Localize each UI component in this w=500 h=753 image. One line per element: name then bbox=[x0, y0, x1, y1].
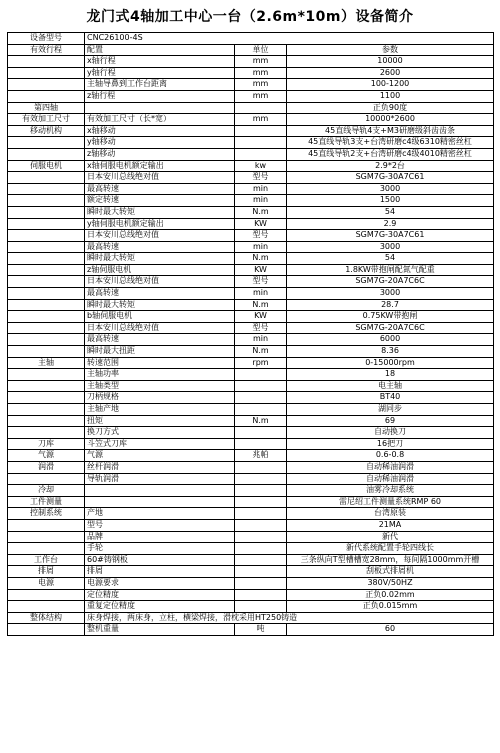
row-item-cell: x轴行程 bbox=[85, 56, 235, 68]
table-row bbox=[8, 206, 494, 218]
row-unit-cell bbox=[235, 577, 287, 589]
row-item-cell: 品牌 bbox=[85, 531, 235, 543]
row-category-cell bbox=[8, 218, 85, 230]
table-row bbox=[8, 276, 494, 288]
row-item-cell: 主轴导鼻到工作台距离 bbox=[85, 79, 235, 91]
row-category-cell: 气源 bbox=[8, 450, 85, 462]
row-value-cell: 1500 bbox=[287, 195, 494, 207]
row-item-cell: 日本安川总线绝对值 bbox=[85, 172, 235, 184]
row-unit-cell: mm bbox=[235, 79, 287, 91]
row-item-cell: 整机重量 bbox=[85, 624, 235, 636]
row-category-cell bbox=[8, 79, 85, 91]
row-category-cell: 有效加工尺寸 bbox=[8, 114, 85, 126]
row-item-cell: 瞬时最大转矩 bbox=[85, 299, 235, 311]
table-row bbox=[8, 125, 494, 137]
table-row bbox=[8, 253, 494, 265]
row-unit-cell: 兆帕 bbox=[235, 450, 287, 462]
row-unit-cell bbox=[235, 496, 287, 508]
row-item-cell: 定位精度 bbox=[85, 589, 235, 601]
row-unit-cell: 单位 bbox=[235, 44, 287, 56]
row-item-cell: 最高转速 bbox=[85, 241, 235, 253]
table-row bbox=[8, 148, 494, 160]
row-unit-cell: N.m bbox=[235, 346, 287, 358]
row-value-cell: SGM7G-30A7C61 bbox=[287, 230, 494, 242]
row-item-cell: 日本安川总线绝对值 bbox=[85, 322, 235, 334]
table-row bbox=[8, 496, 494, 508]
row-category-cell bbox=[8, 369, 85, 381]
row-value-cell: 16把刀 bbox=[287, 438, 494, 450]
row-category-cell bbox=[8, 531, 85, 543]
row-unit-cell: mm bbox=[235, 90, 287, 102]
row-unit-cell bbox=[235, 427, 287, 439]
table-row bbox=[8, 566, 494, 578]
row-value-cell: 自动稀油润滑 bbox=[287, 461, 494, 473]
table-row bbox=[8, 392, 494, 404]
row-category-cell bbox=[8, 195, 85, 207]
row-unit-cell bbox=[235, 485, 287, 497]
row-value-cell: 自动稀油润滑 bbox=[287, 473, 494, 485]
row-category-cell bbox=[8, 230, 85, 242]
row-value-cell: 雷尼绍工件测量系统RMP 60 bbox=[287, 496, 494, 508]
table-row bbox=[8, 438, 494, 450]
row-value-cell: 2.9*2台 bbox=[287, 160, 494, 172]
row-value-cell: 2600 bbox=[287, 67, 494, 79]
row-merged-cell: CNC26100-4S bbox=[85, 33, 494, 45]
row-value-cell: 湖同步 bbox=[287, 404, 494, 416]
row-unit-cell: 吨 bbox=[235, 624, 287, 636]
row-category-cell: 整体结构 bbox=[8, 612, 85, 624]
row-value-cell: 3000 bbox=[287, 183, 494, 195]
row-category-cell bbox=[8, 392, 85, 404]
row-item-cell: 日本安川总线绝对值 bbox=[85, 230, 235, 242]
table-row bbox=[8, 461, 494, 473]
row-value-cell: 100-1200 bbox=[287, 79, 494, 91]
row-category-cell bbox=[8, 148, 85, 160]
table-row bbox=[8, 264, 494, 276]
row-category-cell bbox=[8, 427, 85, 439]
row-category-cell bbox=[8, 56, 85, 68]
table-row bbox=[8, 102, 494, 114]
row-item-cell: 丝杆润滑 bbox=[85, 461, 235, 473]
row-item-cell bbox=[85, 102, 235, 114]
table-row bbox=[8, 183, 494, 195]
table-row bbox=[8, 288, 494, 300]
row-value-cell: 45直线导轨2支+台湾研磨c4级4010精密丝杠 bbox=[287, 148, 494, 160]
row-category-cell: 润滑 bbox=[8, 461, 85, 473]
row-unit-cell bbox=[235, 148, 287, 160]
row-category-cell: 主轴 bbox=[8, 357, 85, 369]
row-category-cell bbox=[8, 322, 85, 334]
row-item-cell: 排屑 bbox=[85, 566, 235, 578]
table-row bbox=[8, 531, 494, 543]
row-item-cell: 刀柄规格 bbox=[85, 392, 235, 404]
row-value-cell: 0-15000rpm bbox=[287, 357, 494, 369]
row-item-cell: z轴伺服电机 bbox=[85, 264, 235, 276]
row-unit-cell bbox=[235, 404, 287, 416]
row-category-cell bbox=[8, 90, 85, 102]
table-row bbox=[8, 299, 494, 311]
table-row bbox=[8, 230, 494, 242]
row-category-cell bbox=[8, 601, 85, 613]
table-row bbox=[8, 137, 494, 149]
table-row bbox=[8, 415, 494, 427]
table-row bbox=[8, 346, 494, 358]
row-unit-cell bbox=[235, 137, 287, 149]
table-row bbox=[8, 218, 494, 230]
table-row bbox=[8, 519, 494, 531]
row-category-cell: 第四轴 bbox=[8, 102, 85, 114]
table-row bbox=[8, 33, 494, 45]
row-category-cell bbox=[8, 404, 85, 416]
row-category-cell bbox=[8, 299, 85, 311]
row-value-cell: 10000 bbox=[287, 56, 494, 68]
row-unit-cell: 型号 bbox=[235, 172, 287, 184]
row-item-cell: 最高转速 bbox=[85, 183, 235, 195]
row-category-cell: 移动机构 bbox=[8, 125, 85, 137]
row-unit-cell bbox=[235, 380, 287, 392]
row-value-cell: 2.9 bbox=[287, 218, 494, 230]
row-category-cell bbox=[8, 519, 85, 531]
row-unit-cell: KW bbox=[235, 264, 287, 276]
row-item-cell: y轴移动 bbox=[85, 137, 235, 149]
row-unit-cell: mm bbox=[235, 67, 287, 79]
row-category-cell: 工作台 bbox=[8, 554, 85, 566]
row-unit-cell bbox=[235, 392, 287, 404]
row-unit-cell bbox=[235, 543, 287, 555]
row-category-cell bbox=[8, 172, 85, 184]
table-row bbox=[8, 369, 494, 381]
row-unit-cell: 型号 bbox=[235, 276, 287, 288]
row-unit-cell: mm bbox=[235, 56, 287, 68]
row-item-cell: 最高转速 bbox=[85, 288, 235, 300]
row-value-cell: SGM7G-30A7C61 bbox=[287, 172, 494, 184]
row-unit-cell: N.m bbox=[235, 299, 287, 311]
row-value-cell: BT40 bbox=[287, 392, 494, 404]
row-value-cell: 8.36 bbox=[287, 346, 494, 358]
table-row bbox=[8, 554, 494, 566]
row-item-cell: 主轴类型 bbox=[85, 380, 235, 392]
row-item-cell: 瞬时最大转矩 bbox=[85, 206, 235, 218]
row-value-cell: 正负0.015mm bbox=[287, 601, 494, 613]
row-value-cell: 0.6-0.8 bbox=[287, 450, 494, 462]
table-row bbox=[8, 357, 494, 369]
row-category-cell bbox=[8, 67, 85, 79]
row-category-cell: 设备型号 bbox=[8, 33, 85, 45]
table-row bbox=[8, 624, 494, 636]
row-value-cell: 45直线导轨3支+台湾研磨c4级6310精密丝杠 bbox=[287, 137, 494, 149]
table-row bbox=[8, 427, 494, 439]
row-value-cell: 45直线导轨4支+M3研磨级斜齿齿条 bbox=[287, 125, 494, 137]
row-item-cell: 主轴产地 bbox=[85, 404, 235, 416]
table-row bbox=[8, 114, 494, 126]
table-row bbox=[8, 56, 494, 68]
row-category-cell: 排屑 bbox=[8, 566, 85, 578]
table-row bbox=[8, 380, 494, 392]
row-category-cell bbox=[8, 276, 85, 288]
row-item-cell: 转速范围 bbox=[85, 357, 235, 369]
row-category-cell bbox=[8, 137, 85, 149]
row-unit-cell: min bbox=[235, 195, 287, 207]
row-category-cell: 刀库 bbox=[8, 438, 85, 450]
row-item-cell: 有效加工尺寸（长*宽） bbox=[85, 114, 235, 126]
row-value-cell: 电主轴 bbox=[287, 380, 494, 392]
row-item-cell: x轴移动 bbox=[85, 125, 235, 137]
row-value-cell: 正负90度 bbox=[287, 102, 494, 114]
row-category-cell bbox=[8, 589, 85, 601]
row-unit-cell bbox=[235, 102, 287, 114]
row-unit-cell bbox=[235, 589, 287, 601]
row-value-cell: SGM7G-20A7C6C bbox=[287, 322, 494, 334]
row-value-cell: 69 bbox=[287, 415, 494, 427]
row-value-cell: 刮板式排屑机 bbox=[287, 566, 494, 578]
page-title: 龙门式4轴加工中心一台（2.6m*10m）设备简介 bbox=[86, 9, 414, 25]
row-unit-cell: kw bbox=[235, 160, 287, 172]
row-category-cell bbox=[8, 264, 85, 276]
table-row bbox=[8, 241, 494, 253]
row-unit-cell: min bbox=[235, 288, 287, 300]
row-value-cell: 1.8KW带抱闸配氮气配重 bbox=[287, 264, 494, 276]
row-unit-cell bbox=[235, 566, 287, 578]
row-value-cell: SGM7G-20A7C6C bbox=[287, 276, 494, 288]
row-item-cell: y轴伺服电机额定输出 bbox=[85, 218, 235, 230]
row-value-cell: 380V/50HZ bbox=[287, 577, 494, 589]
table-row bbox=[8, 485, 494, 497]
row-item-cell: b轴伺服电机 bbox=[85, 311, 235, 323]
row-item-cell: z轴移动 bbox=[85, 148, 235, 160]
row-item-cell: z轴行程 bbox=[85, 90, 235, 102]
table-row bbox=[8, 404, 494, 416]
table-row bbox=[8, 67, 494, 79]
row-unit-cell bbox=[235, 519, 287, 531]
row-category-cell bbox=[8, 346, 85, 358]
row-unit-cell bbox=[235, 554, 287, 566]
row-unit-cell: min bbox=[235, 241, 287, 253]
row-value-cell: 54 bbox=[287, 206, 494, 218]
row-value-cell: 0.75KW带抱闸 bbox=[287, 311, 494, 323]
row-unit-cell bbox=[235, 438, 287, 450]
row-unit-cell: N.m bbox=[235, 206, 287, 218]
table-row bbox=[8, 172, 494, 184]
row-item-cell: 型号 bbox=[85, 519, 235, 531]
row-category-cell: 伺服电机 bbox=[8, 160, 85, 172]
row-category-cell bbox=[8, 473, 85, 485]
row-item-cell: y轴行程 bbox=[85, 67, 235, 79]
row-item-cell: 日本安川总线绝对值 bbox=[85, 276, 235, 288]
row-value-cell: 28.7 bbox=[287, 299, 494, 311]
table-row bbox=[8, 160, 494, 172]
row-item-cell: 电源要求 bbox=[85, 577, 235, 589]
row-unit-cell bbox=[235, 601, 287, 613]
row-category-cell: 电源 bbox=[8, 577, 85, 589]
row-value-cell: 参数 bbox=[287, 44, 494, 56]
table-row bbox=[8, 334, 494, 346]
table-row bbox=[8, 322, 494, 334]
row-unit-cell: rpm bbox=[235, 357, 287, 369]
row-value-cell: 正负0.02mm bbox=[287, 589, 494, 601]
row-category-cell: 工件测量 bbox=[8, 496, 85, 508]
row-category-cell bbox=[8, 311, 85, 323]
table-row bbox=[8, 589, 494, 601]
row-value-cell: 自动换刀 bbox=[287, 427, 494, 439]
table-row bbox=[8, 90, 494, 102]
row-unit-cell bbox=[235, 369, 287, 381]
row-item-cell: 最高转速 bbox=[85, 334, 235, 346]
row-category-cell bbox=[8, 183, 85, 195]
row-unit-cell: mm bbox=[235, 114, 287, 126]
row-value-cell: 1100 bbox=[287, 90, 494, 102]
row-item-cell: 额定转速 bbox=[85, 195, 235, 207]
row-unit-cell: KW bbox=[235, 218, 287, 230]
row-unit-cell bbox=[235, 461, 287, 473]
row-unit-cell: min bbox=[235, 183, 287, 195]
row-item-cell: 气源 bbox=[85, 450, 235, 462]
row-item-cell: 主轴功率 bbox=[85, 369, 235, 381]
row-merged-cell: 床身焊接，两床身，立柱，横梁焊接，滑枕采用HT250铸造 bbox=[85, 612, 494, 624]
row-value-cell: 10000*2600 bbox=[287, 114, 494, 126]
row-category-cell bbox=[8, 206, 85, 218]
table-row bbox=[8, 44, 494, 56]
table-row bbox=[8, 543, 494, 555]
table-row bbox=[8, 79, 494, 91]
table-row bbox=[8, 601, 494, 613]
row-category-cell bbox=[8, 543, 85, 555]
row-item-cell: 扭矩 bbox=[85, 415, 235, 427]
table-row bbox=[8, 195, 494, 207]
table-row bbox=[8, 577, 494, 589]
row-value-cell: 21MA bbox=[287, 519, 494, 531]
spec-table bbox=[7, 32, 494, 636]
table-row bbox=[8, 612, 494, 624]
row-item-cell: x轴伺服电机额定输出 bbox=[85, 160, 235, 172]
row-item-cell: 导轨润滑 bbox=[85, 473, 235, 485]
row-item-cell: 60#铸钢板 bbox=[85, 554, 235, 566]
row-unit-cell: min bbox=[235, 334, 287, 346]
row-item-cell: 手轮 bbox=[85, 543, 235, 555]
row-value-cell: 6000 bbox=[287, 334, 494, 346]
row-value-cell: 54 bbox=[287, 253, 494, 265]
table-row bbox=[8, 508, 494, 520]
row-category-cell bbox=[8, 380, 85, 392]
row-category-cell bbox=[8, 624, 85, 636]
row-item-cell: 产地 bbox=[85, 508, 235, 520]
table-row bbox=[8, 473, 494, 485]
row-value-cell: 18 bbox=[287, 369, 494, 381]
table-row bbox=[8, 311, 494, 323]
row-unit-cell bbox=[235, 473, 287, 485]
row-item-cell bbox=[85, 496, 235, 508]
row-unit-cell: 型号 bbox=[235, 322, 287, 334]
row-item-cell: 换刀方式 bbox=[85, 427, 235, 439]
row-value-cell: 3000 bbox=[287, 288, 494, 300]
row-unit-cell: N.m bbox=[235, 415, 287, 427]
row-unit-cell bbox=[235, 531, 287, 543]
row-category-cell: 控制系统 bbox=[8, 508, 85, 520]
row-item-cell: 斗笠式刀库 bbox=[85, 438, 235, 450]
row-category-cell bbox=[8, 253, 85, 265]
row-value-cell: 3000 bbox=[287, 241, 494, 253]
row-unit-cell bbox=[235, 508, 287, 520]
row-value-cell: 台湾原装 bbox=[287, 508, 494, 520]
row-unit-cell: N.m bbox=[235, 253, 287, 265]
row-item-cell: 瞬时最大转矩 bbox=[85, 253, 235, 265]
row-item-cell: 配置 bbox=[85, 44, 235, 56]
row-category-cell: 冷却 bbox=[8, 485, 85, 497]
row-value-cell: 新代系统配置手轮四线长 bbox=[287, 543, 494, 555]
row-unit-cell: KW bbox=[235, 311, 287, 323]
row-category-cell bbox=[8, 288, 85, 300]
row-value-cell: 60 bbox=[287, 624, 494, 636]
row-unit-cell bbox=[235, 125, 287, 137]
row-item-cell bbox=[85, 485, 235, 497]
row-value-cell: 三条纵向T型槽槽宽28mm，每间隔1000mm开槽 bbox=[287, 554, 494, 566]
row-category-cell bbox=[8, 415, 85, 427]
row-item-cell: 重复定位精度 bbox=[85, 601, 235, 613]
row-category-cell bbox=[8, 241, 85, 253]
table-row bbox=[8, 450, 494, 462]
row-value-cell: 新代 bbox=[287, 531, 494, 543]
row-unit-cell: 型号 bbox=[235, 230, 287, 242]
spec-table-body bbox=[8, 33, 494, 636]
row-category-cell: 有效行程 bbox=[8, 44, 85, 56]
row-item-cell: 瞬时最大扭距 bbox=[85, 346, 235, 358]
row-value-cell: 油雾冷却系统 bbox=[287, 485, 494, 497]
row-category-cell bbox=[8, 334, 85, 346]
